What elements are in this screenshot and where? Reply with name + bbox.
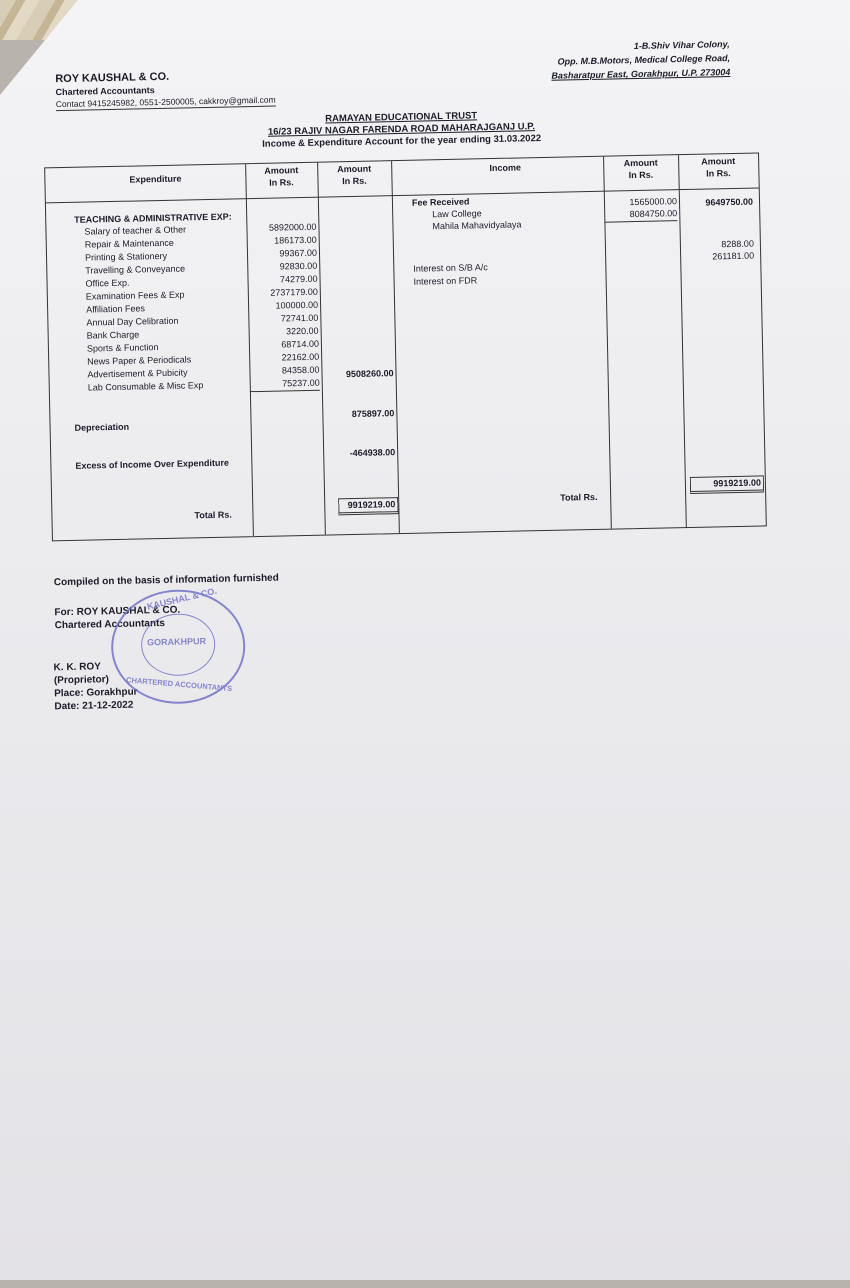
expense-amount: 68714.00	[281, 338, 320, 350]
income-label: Mahila Mahavidyalaya	[432, 219, 522, 232]
header-in-rs-3: In Rs.	[628, 169, 654, 181]
firm-address-line-1: 1-B.Shiv Vihar Colony,	[633, 39, 730, 52]
trust-name: RAMAYAN EDUCATIONAL TRUST	[325, 110, 478, 125]
header-amount-3: Amount	[623, 157, 658, 169]
header-in-rs-4: In Rs.	[706, 168, 731, 179]
expense-amount: 100000.00	[275, 299, 319, 311]
seal-center-text: GORAKHPUR	[147, 636, 207, 648]
expense-label: Affiliation Fees	[86, 303, 146, 315]
income-total-label: Total Rs.	[560, 491, 598, 503]
expense-label: Office Exp.	[85, 277, 130, 289]
income-amount: 8084750.00	[604, 207, 677, 223]
header-in-rs-2: In Rs.	[342, 175, 367, 187]
date: Date: 21-12-2022	[54, 699, 134, 713]
header-expenditure: Expenditure	[129, 173, 182, 185]
place: Place: Gorakhpur	[54, 686, 138, 700]
header-amount-4: Amount	[701, 155, 736, 167]
header-income: Income	[489, 162, 522, 174]
expense-label: Examination Fees & Exp	[85, 289, 185, 302]
income-amount: 261181.00	[712, 250, 755, 262]
chartered-accountants: Chartered Accountants	[54, 617, 166, 632]
expenditure-group-title: TEACHING & ADMINISTRATIVE EXP:	[74, 211, 232, 225]
column-divider	[391, 161, 400, 533]
income-expenditure-table	[44, 152, 767, 541]
header-amount-2: Amount	[337, 163, 372, 175]
expense-amount: 99367.00	[279, 247, 318, 259]
firm-contact: Contact 9415245982, 0551-2500005, cakkroy@gmail.com	[55, 94, 276, 110]
expense-label: Printing & Stationery	[84, 250, 168, 263]
firm-name: ROY KAUSHAL & CO.	[55, 70, 170, 86]
depreciation-label: Depreciation	[74, 421, 130, 433]
expense-amount: 72741.00	[280, 312, 319, 324]
expense-amount: 84358.00	[281, 364, 320, 376]
expense-label: Repair & Maintenance	[84, 237, 174, 250]
expense-label: Advertisement & Pubicity	[87, 367, 188, 380]
firm-address-line-3: Basharatpur East, Gorakhpur, U.P. 273004	[551, 67, 731, 81]
expenditure-group-total: 9508260.00	[345, 368, 394, 380]
income-amount: 1565000.00	[629, 196, 678, 208]
expense-amount: 75237.00	[250, 377, 320, 392]
expense-label: Bank Charge	[86, 329, 140, 341]
income-label: Interest on FDR	[413, 275, 478, 287]
expense-amount: 74279.00	[279, 273, 318, 285]
firm-subtitle: Chartered Accountants	[55, 85, 155, 98]
expense-label: Lab Consumable & Misc Exp	[87, 380, 204, 393]
expense-amount: 92830.00	[279, 260, 318, 272]
expenditure-total-label: Total Rs.	[194, 509, 232, 521]
income-amount: 8288.00	[721, 238, 755, 250]
income-label: Law College	[432, 208, 482, 220]
firm-address-line-2: Opp. M.B.Motors, Medical College Road,	[557, 53, 731, 67]
signatory-role: (Proprietor)	[53, 674, 110, 687]
expenditure-total: 9919219.00	[338, 497, 398, 515]
excess-amount: -464938.00	[349, 447, 396, 459]
expense-label: Salary of teacher & Other	[84, 224, 187, 237]
compiled-note: Compiled on the basis of information furnished	[53, 572, 279, 589]
expense-label: News Paper & Periodicals	[87, 354, 192, 367]
expense-amount: 186173.00	[274, 234, 317, 246]
expense-label: Travelling & Conveyance	[85, 263, 186, 276]
expense-label: Sports & Function	[86, 342, 159, 354]
header-in-rs-1: In Rs.	[269, 177, 294, 188]
header-amount-1: Amount	[264, 165, 299, 176]
seal-top-text: KAUSHAL & CO.	[146, 585, 218, 612]
column-divider	[678, 155, 687, 527]
fee-total: 9649750.00	[705, 196, 754, 208]
signatory-name: K. K. ROY	[53, 661, 101, 674]
expense-amount: 3220.00	[285, 325, 319, 337]
trust-address: 16/23 RAJIV NAGAR FARENDA ROAD MAHARAJGANJ U.P.	[267, 121, 536, 138]
depreciation-amount: 875897.00	[351, 408, 395, 420]
firm-seal-stamp	[110, 585, 246, 705]
excess-label: Excess of Income Over Expenditure	[75, 457, 230, 471]
fee-received-title: Fee Received	[411, 196, 470, 208]
expense-amount: 22162.00	[281, 351, 320, 363]
expense-amount: 2737179.00	[270, 286, 318, 298]
statement-title: Income & Expenditure Account for the year ending 31.03.2022	[262, 133, 542, 150]
income-total: 9919219.00	[690, 475, 764, 494]
for-firm: For: ROY KAUSHAL & CO.	[54, 604, 181, 619]
seal-bottom-text: CHARTERED ACCOUNTANTS	[125, 675, 233, 694]
income-label: Interest on S/B A/c	[413, 262, 488, 274]
expense-amount: 5892000.00	[268, 221, 317, 233]
expense-label: Annual Day Celibration	[86, 315, 179, 328]
